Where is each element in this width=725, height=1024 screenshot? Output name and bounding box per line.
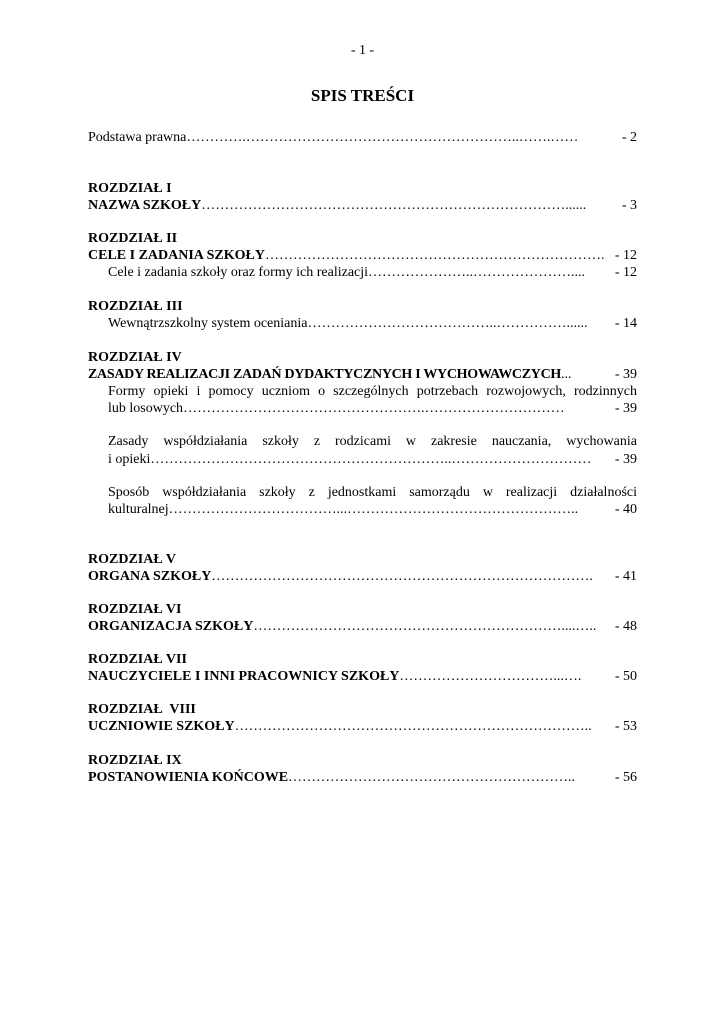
toc-entry-chapter-6: [88, 618, 637, 636]
toc-leader-dots: …………………………………………………………....…..: [253, 619, 597, 634]
toc-entry-label: ORGANA SZKOŁY: [88, 569, 212, 584]
toc-subentry-4-2-line1: Zasady współdziałania szkoły z rodzicami w zakresie nauczania, wychowania: [108, 434, 637, 449]
toc-leader-dots: ……………………………...….: [399, 669, 582, 684]
toc-page-number: - 3: [621, 198, 637, 213]
toc-leader-dots: …………………………………..……………......: [307, 316, 588, 331]
toc-subentry-3-1: [108, 315, 637, 333]
toc-page-number: - 12: [614, 248, 637, 263]
toc-page-number: - 2: [621, 130, 637, 145]
chapter-heading-9: ROZDZIAŁ IX: [88, 753, 182, 768]
toc-entry-chapter-2: [88, 247, 637, 265]
toc-subentry-4-3-line1: Sposób współdziałania szkoły z jednostkami samorządu w realizacji działalności: [108, 485, 637, 500]
page-number: - 1 -: [350, 43, 375, 58]
toc-leader-dots: ………….…………………………………………………..…….……: [186, 130, 579, 145]
toc-entry-label: NAZWA SZKOŁY: [88, 198, 202, 213]
toc-page-number: - 39: [614, 367, 637, 382]
toc-entry-chapter-1: [88, 197, 637, 215]
toc-entry-chapter-9: [88, 769, 637, 787]
chapter-heading-3: ROZDZIAŁ III: [88, 299, 183, 314]
toc-leader-dots: ……………………………………………………………….: [265, 248, 605, 263]
toc-page-number: - 39: [614, 452, 637, 467]
toc-entry-label: UCZNIOWIE SZKOŁY: [88, 719, 235, 734]
toc-subentry-4-1-line1: Formy opieki i pomocy uczniom o szczególnych potrzebach rozwojowych, rodzinnych: [108, 384, 637, 399]
toc-entry-label: POSTANOWIENIA KOŃCOWE: [88, 770, 289, 785]
toc-page-number: - 40: [614, 502, 637, 517]
toc-leader-dots: ...: [561, 367, 572, 382]
toc-leader-dots: ……………………………………………………..: [288, 770, 576, 785]
toc-entry-chapter-4: [88, 366, 637, 384]
toc-entry-podstawa: [88, 129, 637, 147]
toc-leader-dots: …………………………………………….…………………………: [183, 401, 565, 416]
toc-entry-label: CELE I ZADANIA SZKOŁY: [88, 248, 265, 263]
toc-leader-dots: …………………..…………………....: [368, 265, 586, 280]
chapter-heading-6: ROZDZIAŁ VI: [88, 602, 182, 617]
toc-subentry-4-1: [108, 400, 637, 418]
toc-page-number: - 50: [614, 669, 637, 684]
toc-subentry-4-3: [108, 501, 637, 519]
toc-leader-dots: ………………………………...…………………………………………..: [168, 502, 579, 517]
toc-page-number: - 41: [614, 569, 637, 584]
toc-subentry-4-2: [108, 451, 637, 469]
toc-entry-label: kulturalnej: [108, 502, 169, 517]
chapter-heading-8: ROZDZIAŁ VIII: [88, 702, 196, 717]
toc-entry-label: NAUCZYCIELE I INNI PRACOWNICY SZKOŁY: [88, 669, 400, 684]
toc-entry-chapter-8: [88, 718, 637, 736]
chapter-heading-2: ROZDZIAŁ II: [88, 231, 178, 246]
toc-leader-dots: ………………………………………………………..…………………………: [150, 452, 592, 467]
toc-entry-label: Wewnątrzszkolny system oceniania: [108, 316, 308, 331]
toc-entry-label: Podstawa prawna: [88, 130, 187, 145]
toc-entry-chapter-7: [88, 668, 637, 686]
toc-leader-dots: …………………………………………………………………..: [234, 719, 592, 734]
toc-leader-dots: ……………………………………………………………………......: [201, 198, 587, 213]
page-title: SPIS TREŚCI: [310, 86, 415, 105]
toc-page-number: - 14: [614, 316, 637, 331]
chapter-heading-1: ROZDZIAŁ I: [88, 181, 172, 196]
toc-subentry-2-1: [108, 264, 637, 282]
toc-entry-label: i opieki: [108, 452, 151, 467]
toc-leader-dots: ……………………………………………………………………….: [211, 569, 593, 584]
toc-entry-label: ORGANIZACJA SZKOŁY: [88, 619, 254, 634]
toc-page-number: - 56: [614, 770, 637, 785]
toc-entry-chapter-5: [88, 568, 637, 586]
toc-page-number: - 48: [614, 619, 637, 634]
toc-page-number: - 53: [614, 719, 637, 734]
toc-entry-label: lub losowych: [108, 401, 184, 416]
toc-page-number: - 12: [614, 265, 637, 280]
toc-entry-label: Cele i zadania szkoły oraz formy ich realizacji: [108, 265, 369, 280]
toc-entry-label: ZASADY REALIZACJI ZADAŃ DYDAKTYCZNYCH I WYCHOWAWCZYCH: [88, 367, 561, 382]
chapter-heading-7: ROZDZIAŁ VII: [88, 652, 187, 667]
chapter-heading-4: ROZDZIAŁ IV: [88, 350, 182, 365]
chapter-heading-5: ROZDZIAŁ V: [88, 552, 177, 567]
toc-page-number: - 39: [614, 401, 637, 416]
